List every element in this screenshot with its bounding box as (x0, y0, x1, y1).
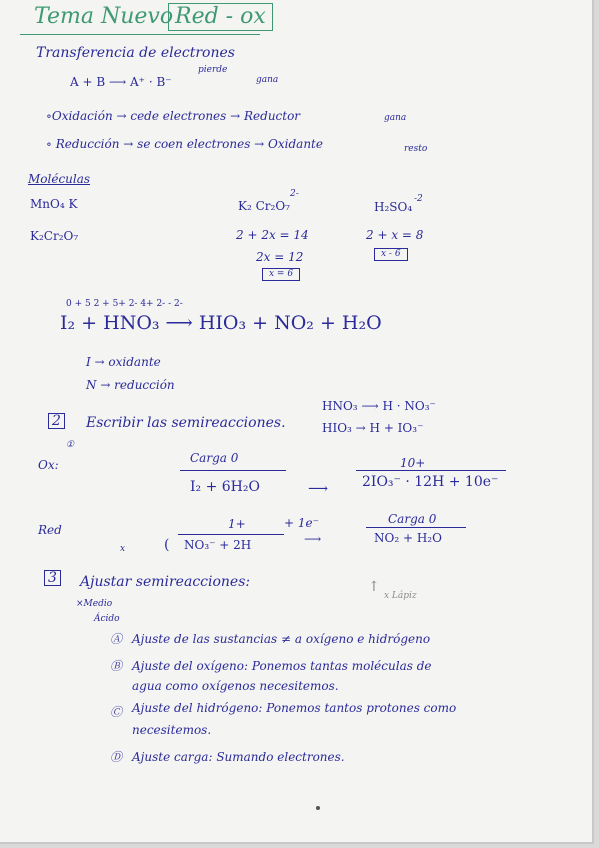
right-result: x - 6 (374, 248, 408, 261)
rule-c-text: Ajuste del hidrógeno: Ponemos tantos protones como (132, 701, 457, 715)
mid-step1: 2 + 2x = 14 (236, 228, 309, 242)
red-left-bracket (178, 534, 284, 535)
ox-label: Ox: (38, 458, 59, 472)
mid-step2: 2x = 12 (256, 250, 304, 264)
red-electron: + 1e⁻ (284, 516, 319, 530)
dissoc-hio3: HIO₃ → H + IO₃⁻ (322, 421, 424, 435)
mid-charge: 2- (290, 189, 299, 199)
oxidation-numbers: 0 + 5 2 + 5+ 2- 4+ 2- - 2- (66, 299, 183, 309)
pencil-note: x Lápiz (384, 591, 417, 601)
red-charge-left: 1+ (228, 517, 246, 531)
intro-heading: Transferencia de electrones (36, 45, 235, 61)
step2-title: Escribir las semireacciones. (86, 415, 286, 431)
step3-medium: ×Medio (76, 599, 113, 609)
mid-formula: K₂ Cr₂O₇ (238, 199, 290, 213)
rule-c-text-cont: necesitemos. (132, 723, 212, 737)
title-underline (20, 34, 260, 35)
red-label: Red (38, 523, 62, 537)
red-right-bracket (366, 527, 466, 528)
rule-a-text: Ajuste de las sustancias ≠ a oxígeno e hidrógeno (132, 632, 431, 646)
pencil-arrow-icon: ↑ (368, 579, 380, 595)
right-charge: -2 (414, 194, 423, 204)
reduction-line: ∘ Reducción → se coen electrones → Oxidante (46, 137, 323, 151)
molecule-mno4k: MnO₄ K (30, 197, 78, 211)
transfer-equation: A + B ⟶ A⁺ · B⁻ (70, 75, 172, 89)
nitrogen-role: N → reducción (86, 378, 175, 392)
iodine-role: I → oxidante (86, 355, 161, 369)
rule-b-text-cont: agua como oxígenos necesitemos. (132, 679, 339, 693)
ox-left-side: I₂ + 6H₂O (190, 479, 260, 495)
red-left-side: NO₃⁻ + 2H (184, 538, 252, 552)
red-right-side: NO₂ + H₂O (374, 531, 442, 545)
gains-note: gana (256, 75, 279, 85)
rule-d-marker: Ⓓ (110, 750, 123, 764)
right-formula: H₂SO₄ (374, 200, 413, 214)
ink-dot (316, 806, 320, 810)
step2-circle: ① (66, 440, 75, 450)
ox-arrow: ⟶ (308, 481, 329, 497)
dissoc-hno3: HNO₃ ⟶ H · NO₃⁻ (322, 399, 436, 413)
step2-number: 2 (48, 413, 65, 429)
step3-title: Ajustar semireacciones: (80, 574, 251, 590)
redox-equation: I₂ + HNO₃ ⟶ HIO₃ + NO₂ + H₂O (60, 312, 382, 334)
step3-acid: Ácido (94, 614, 120, 624)
oxidation-line: ∘Oxidación → cede electrones → Reductor (46, 109, 301, 123)
red-mark: x (120, 544, 126, 554)
red-arrow: ⟶ (304, 532, 322, 546)
page-title: Tema Nuevo (34, 4, 174, 29)
rule-b-marker: Ⓑ (110, 659, 123, 673)
ox-charge-left: Carga 0 (190, 451, 239, 465)
rule-b-text: Ajuste del oxígeno: Ponemos tantas moléculas de (132, 659, 432, 673)
red-charge-right: Carga 0 (388, 512, 437, 526)
molecule-k2cr2o7: K₂Cr₂O₇ (30, 229, 79, 243)
red-paren: ( (164, 537, 170, 553)
ox-charge-right: 10+ (400, 456, 426, 470)
ox-left-bracket (180, 470, 286, 471)
right-step1: 2 + x = 8 (366, 228, 424, 242)
rule-d-text: Ajuste carga: Sumando electrones. (132, 750, 345, 764)
ox-right-side: 2IO₃⁻ · 12H + 10e⁻ (362, 474, 499, 490)
rule-c-marker: Ⓒ (110, 705, 123, 719)
molecules-heading: Moléculas (28, 172, 91, 186)
ox-right-bracket (356, 470, 506, 471)
rule-a-marker: Ⓐ (110, 632, 123, 646)
loses-note: pierde (198, 65, 228, 75)
mid-result: x = 6 (262, 268, 300, 281)
reduction-note: resto (404, 144, 428, 154)
step3-number: 3 (44, 570, 61, 586)
oxidation-note: gana (384, 113, 407, 123)
subject-box: Red - ox (168, 3, 273, 31)
